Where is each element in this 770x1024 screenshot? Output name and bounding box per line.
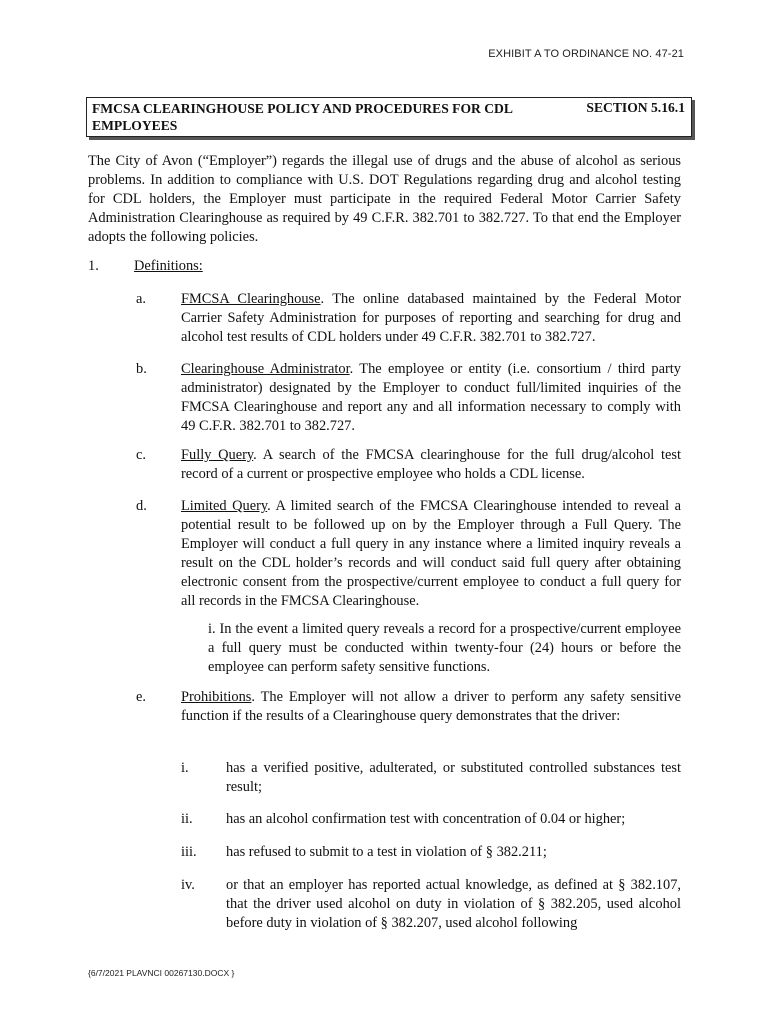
footer-doc-id: {6/7/2021 PLAVNCI 00267130.DOCX } — [88, 968, 235, 978]
section-heading-label: Definitions: — [134, 258, 203, 274]
definition-text — [181, 497, 681, 611]
limited-query-note: i. In the event a limited query reveals a record for a prospective/current employee a full query must be conducted within twenty-four (24) hours or before the employee can perform safety sensitive functions. — [208, 621, 681, 675]
definition-letter: b. — [136, 361, 147, 377]
intro-paragraph: The City of Avon (“Employer”) regards the illegal use of drugs and the abuse of alcohol as serious problems. In addition to compliance with U.S. DOT Regulations regarding drug and alcohol testing for CDL holders, the Employer must participate in the required Federal Motor Carrier Safety Administration Clearinghouse as required by 49 C.F.R. 382.701 to 382.727. To that end the Employer adopts the following policies. — [88, 153, 681, 245]
definition-term: Limited Query — [181, 498, 268, 514]
section-heading-number: 1. — [88, 258, 99, 274]
prohibition-text: has an alcohol confirmation test with concentration of 0.04 or higher; — [226, 811, 626, 827]
prohibition-text: has a verified positive, adulterated, or substituted controlled substances test result; — [226, 760, 681, 795]
definition-term: Prohibitions — [181, 689, 252, 705]
exhibit-header: EXHIBIT A TO ORDINANCE NO. 47-21 — [488, 48, 684, 60]
definition-text — [181, 688, 681, 726]
definition-term: Clearinghouse Administrator — [181, 361, 350, 377]
policy-title: FMCSA CLEARINGHOUSE POLICY AND PROCEDURES FOR CDL EMPLOYEES — [92, 101, 513, 133]
definition-text — [181, 446, 681, 484]
definition-body: . A limited search of the FMCSA Clearinghouse intended to reveal a potential result to be followed up on by the Employer through a Full Query. The Employer will conduct a full query in any instance where a limited inquiry reveals a result on the CDL holder’s records and will conduct said full query after obtaining electronic consent from the prospective/current employee to conduct a full query for all records in the FMCSA Clearinghouse. — [181, 498, 682, 609]
prohibition-numeral: ii. — [181, 811, 193, 827]
definition-text — [181, 290, 681, 347]
definition-body: . The Employer will not allow a driver to perform any safety sensitive function if the results of a Clearinghouse query demonstrates that the driver: — [181, 689, 681, 724]
definition-body: . The employee or entity (i.e. consortium / third party administrator) designated by the Employer to conduct full/limited inquiries of the FMCSA Clearinghouse and report any and all information necessary to comply with 49 C.F.R. 382.701 to 382.727. — [181, 361, 681, 434]
definition-letter: a. — [136, 291, 146, 307]
prohibition-text: has refused to submit to a test in violation of § 382.211; — [226, 844, 547, 860]
definition-term: FMCSA Clearinghouse — [181, 291, 321, 307]
definition-term: Fully Query — [181, 447, 254, 463]
prohibition-numeral: i. — [181, 760, 189, 776]
section-number: SECTION 5.16.1 — [586, 100, 685, 115]
prohibition-text: or that an employer has reported actual knowledge, as defined at § 382.107, that the driver used alcohol on duty in violation of § 382.205, used alcohol before duty in violation of § 382.207, used alcohol following — [226, 877, 681, 931]
definition-body: . A search of the FMCSA clearinghouse for the full drug/alcohol test record of a current or prospective employee who holds a CDL license. — [181, 447, 682, 482]
prohibition-numeral: iv. — [181, 877, 195, 893]
definition-letter: e. — [136, 689, 146, 705]
definition-letter: c. — [136, 447, 146, 463]
definition-text — [181, 360, 681, 436]
definition-body: . The online databased maintained by the Federal Motor Carrier Safety Administration for purposes of reporting and searching for drug and alcohol test results of CDL holders under 49 C.F.R. 382.701 to 382.727. — [181, 291, 681, 345]
prohibition-numeral: iii. — [181, 844, 197, 860]
title-box — [86, 97, 692, 137]
definition-letter: d. — [136, 498, 147, 514]
